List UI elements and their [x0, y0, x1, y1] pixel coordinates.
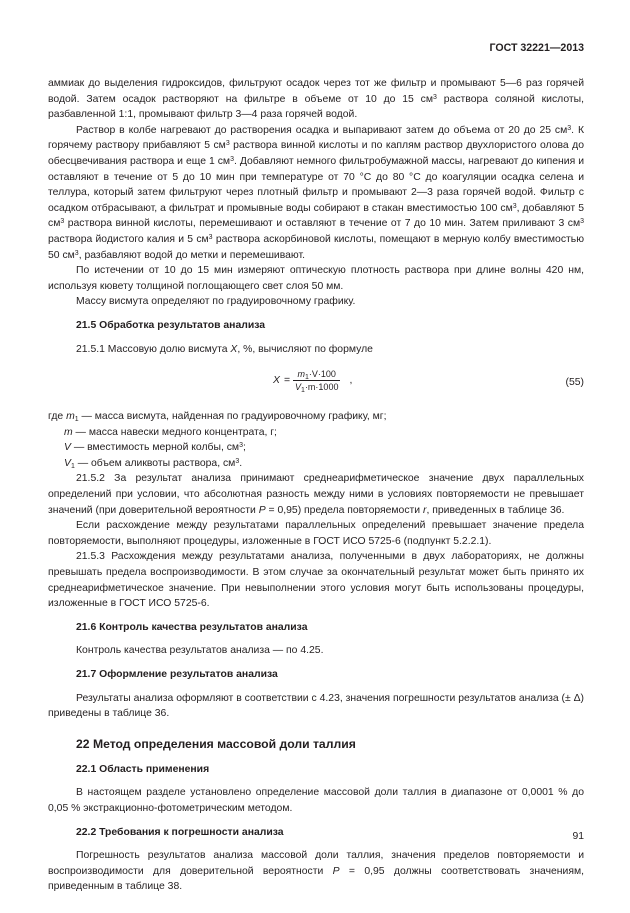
heading-21-5: 21.5 Обработка результатов анализа — [76, 319, 266, 331]
formula-definitions — [48, 409, 584, 471]
page-body — [48, 76, 584, 895]
definition-m1: где $m_1$ — масса висмута, найденная по градуировочному графику, мг; — [48, 411, 387, 424]
heading-22-2: 22.2 Требования к погрешности анализа — [76, 826, 284, 838]
paragraph-repeatability: Если расхождение между результатами параллельных определений превышает значение предела повторяемости, выполняют процедуры, изложенные в ГОСТ ИСО 5725-6 (подпункт 5.2.2.1). — [48, 520, 584, 547]
formula-denominator: $V_1\cdot m\cdot 1000$ — [295, 382, 339, 395]
definition-m: m — масса навески медного концентрата, г; — [64, 426, 277, 438]
heading-22: 22 Метод определения массовой доли таллия — [76, 736, 356, 751]
paragraph-21-5-1: 21.5.1 Массовую долю висмута X, %, вычисляют по формуле — [76, 343, 373, 355]
definition-v1: $V_1$ — объем аликвоты раствора, $см^3$. — [64, 457, 243, 470]
paragraph-21-7: Результаты анализа оформляют в соответствии с 4.23, значения погрешности результатов анализа (± Δ) приведены в таблице 36. — [48, 692, 584, 720]
paragraph-21-5-2: 21.5.2 За результат анализа принимают среднеарифметическое значение двух параллельных определений при условии, что абсолютная разность между ними в условиях повторяемости не превышает значений (при доверительной вероятности P = 0,95) предела повторяемости r, приведенных в таблице 36. — [48, 473, 584, 516]
definition-v: V — вместимость мерной колбы, $см^3$; — [64, 442, 246, 454]
paragraph-measurement: По истечении от 10 до 15 мин измеряют оптическую плотность раствора при длине волны 420 нм, используя кювету толщиной поглощающего свет слоя 50 мм. — [48, 265, 584, 292]
heading-22-1: 22.1 Область применения — [76, 763, 210, 775]
heading-21-6: 21.6 Контроль качества результатов анализа — [76, 621, 308, 633]
formula-number: (55) — [565, 377, 584, 389]
formula-numerator: $m_1\cdot V\cdot 100$ — [297, 369, 336, 382]
formula-55 — [48, 365, 584, 405]
paragraph-procedure: Раствор в колбе нагревают до растворения осадка и выпаривают затем до объема от 20 до 25 $см^3$. К горячему раствору прибавляют 5 $см^3$ раствора винной кислоты и по каплям раствор двухлористого олова до обесцвечивания раствора и еще 1 $см^3$. Добавляют немного фильтробумажной массы, нагревают до кипения и оставляют в течение от 5 до 10 мин при температуре от 70 °С до 80 °С до коагуляции осадка селена и теллура, который затем фильтруют через плотный фильтр и промывают 2—3 раза горячей водой. Фильтр с осадком отбрасывают, а фильтрат и промывные воды собирают в стакан вместимостью 100 $см^3$, добавляют 5 $см^3$ раствора винной кислоты, перемешивают и оставляют в течение от 7 до 10 мин. Затем приливают 3 $см^3$ раствора йодистого калия и 5 $см^3$ раствора аскорбиновой кислоты, помещают в мерную колбу вместимостью 50 $см^3$, разбавляют водой до метки и перемешивают. — [48, 124, 584, 261]
paragraph-21-5-3: 21.5.3 Расхождения между результатами анализа, полученными в двух лабораториях, не должны превышать предела воспроизводимости. В этом случае за окончательный результат может быть принято их среднеарифметическое значение. При невыполнении этого условия могут быть использованы процедуры, изложенные в ГОСТ ИСО 5725-6. — [48, 551, 584, 610]
page-number: 91 — [572, 831, 584, 842]
paragraph-continued: аммиак до выделения гидроксидов, фильтруют осадок через тот же фильтр и промывают 5—6 раз горячей водой. Затем осадок растворяют на фильтре в объеме от 10 до 15 $см^3$ раствора соляной кислоты, разбавленной 1:1, промывают фильтр 3—4 раза горячей водой. — [48, 78, 584, 121]
formula-expression: X = $\frac{m_1\cdot V\cdot 100}{V_1\cdot m\cdot 1000}$ , — [273, 369, 353, 395]
paragraph-mass-determination: Массу висмута определяют по градуировочному графику. — [76, 296, 356, 308]
paragraph-21-6: Контроль качества результатов анализа — по 4.25. — [76, 645, 324, 657]
document-code: ГОСТ 32221—2013 — [489, 42, 584, 54]
heading-21-7: 21.7 Оформление результатов анализа — [76, 669, 278, 680]
paragraph-22-1: В настоящем разделе установлено определение массовой доли таллия в диапазоне от 0,0001 % до 0,05 % экстракционно-фотометрическим методом. — [48, 787, 584, 814]
formula-fraction — [293, 368, 340, 393]
paragraph-22-2: Погрешность результатов анализа массовой доли таллия, значения пределов повторяемости и воспроизводимости для доверительной вероятности P = 0,95 должны соответствовать значениям, приведенным в таблице 38. — [48, 850, 584, 893]
